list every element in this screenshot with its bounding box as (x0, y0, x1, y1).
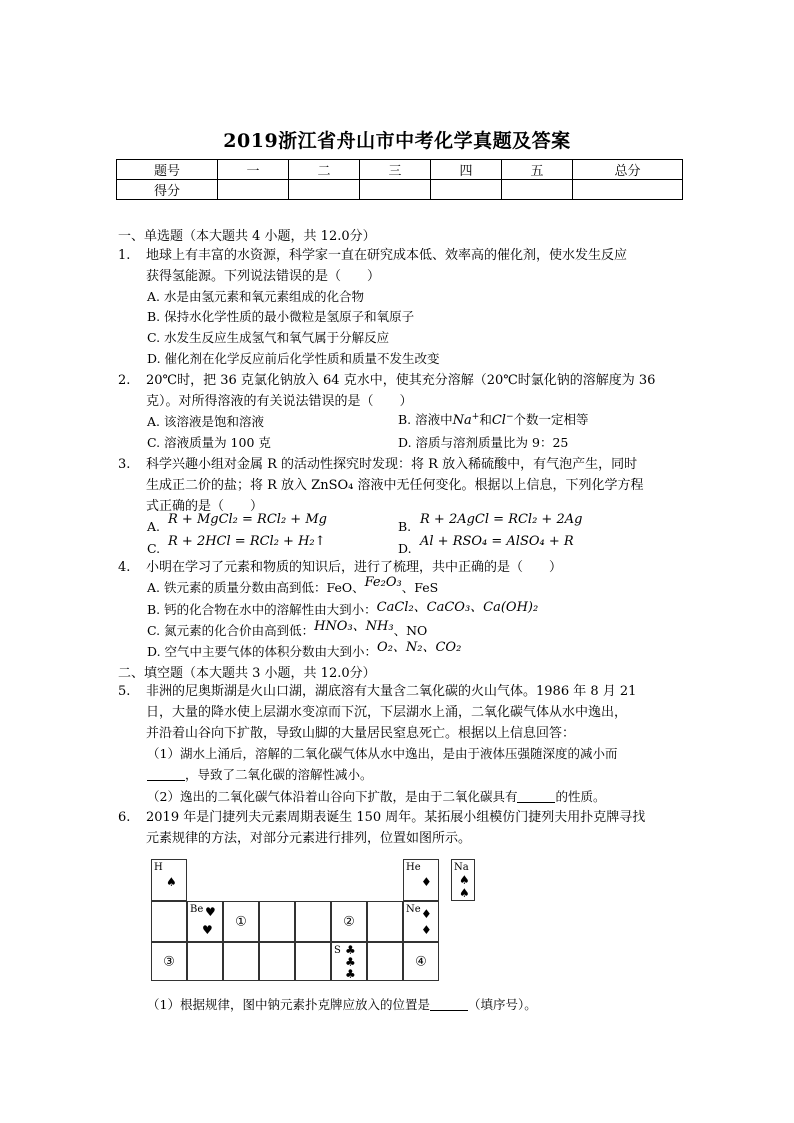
score-header-cell: 三 (360, 160, 431, 180)
option-b-label: B. (398, 519, 412, 534)
question-number: 6. (118, 810, 131, 825)
option-text: B. 钙的化合物在水中的溶解性由大到小： (147, 602, 377, 617)
score-header-cell: 总分 (573, 160, 683, 180)
position-marker: ③ (163, 954, 175, 969)
question-stem: 小明在学习了元素和物质的知识后，进行了梳理，共中正确的是（ ） (146, 560, 563, 575)
score-cell (360, 180, 431, 200)
element-symbol: Be (190, 904, 204, 915)
grid-cell (367, 901, 403, 942)
diamond-icon: ♦ (421, 923, 432, 937)
score-cell (289, 180, 360, 200)
option-c (147, 620, 427, 639)
score-table (116, 159, 683, 200)
grid-cell (295, 942, 331, 981)
sub-question-text: （填序号）。 (467, 997, 537, 1012)
question-stem: 科学兴趣小组对金属 R 的活动性探究时发现：将 R 放入稀硫酸中，有气泡产生，同时 (146, 457, 638, 472)
sub-question: （1）湖水上涌后，溶解的二氧化碳气体从水中逸出，是由于液体压强随深度的减小而 (147, 746, 618, 761)
grid-cell-position-2 (331, 901, 367, 942)
option-text: 、NO (393, 623, 428, 638)
score-header-cell: 二 (289, 160, 360, 180)
option-b (398, 410, 589, 428)
card-na (451, 859, 475, 901)
sub-question (147, 995, 537, 1013)
formula: Fe₂O₃ (364, 575, 402, 590)
sub-question-text: （1）根据规律，图中钠元素扑克牌应放入的位置是 (147, 997, 430, 1012)
option-text: 个数一定相等 (513, 412, 589, 427)
question-stem: 元素规律的方法，对部分元素进行排列，位置如图所示。 (146, 831, 472, 846)
question-5 (118, 681, 678, 744)
heart-icon: ♥ (202, 923, 213, 937)
charge-sign: − (505, 412, 514, 422)
option-b: B. 保持水化学性质的最小微粒是氢原子和氧原子 (147, 309, 415, 324)
element-symbol: He (406, 862, 421, 873)
grid-cell (367, 942, 403, 981)
option-text: A. 铁元素的质量分数由高到低：FeO、 (147, 580, 365, 595)
sub-question (147, 787, 605, 805)
heart-icon: ♥ (205, 905, 216, 919)
option-d (147, 641, 461, 660)
question-1 (118, 245, 678, 287)
club-icon: ♣ (345, 943, 356, 957)
question-stem: 日，大量的降水使上层湖水变凉而下沉，下层湖水上涌，二氧化碳气体从水中逸出， (146, 705, 628, 720)
option-c-equation: R + 2HCl = RCl₂ + H₂↑ (168, 534, 326, 549)
score-cell (431, 180, 502, 200)
formula: O₂、N₂、CO₂ (377, 640, 462, 655)
option-a: A. 水是由氢元素和氧元素组成的化合物 (147, 289, 364, 304)
score-cell (502, 180, 573, 200)
spade-icon: ♠ (166, 875, 177, 889)
sub-question (147, 765, 373, 783)
sodium-ion: Na (452, 413, 472, 428)
grid-cell-position-1 (223, 901, 259, 942)
score-header-cell: 题号 (117, 160, 218, 180)
score-header-cell: 五 (502, 160, 573, 180)
score-header-cell: 一 (218, 160, 289, 180)
formula: CaCl₂、CaCO₃、Ca(OH)₂ (376, 600, 539, 615)
grid-cell (223, 942, 259, 981)
option-d-equation: Al + RSO₄ = AlSO₄ + R (420, 534, 574, 549)
question-number: 5. (118, 684, 131, 699)
card-ne (403, 901, 439, 942)
grid-cell (295, 901, 331, 942)
question-number: 2. (118, 373, 131, 388)
question-stem: 获得氢能源。下列说法错误的是（ ） (146, 269, 381, 284)
option-c: C. 水发生反应生成氢气和氧气属于分解反应 (147, 330, 390, 345)
score-row-label: 得分 (117, 180, 218, 200)
answer-blank[interactable] (430, 998, 468, 1011)
option-c: C. 溶液质量为 100 克 (147, 435, 271, 450)
question-number: 1. (118, 248, 131, 263)
diamond-icon: ♦ (421, 907, 432, 921)
question-stem: 式正确的是（ ） (146, 499, 264, 514)
position-marker: ② (343, 914, 355, 929)
element-symbol: Ne (406, 904, 421, 915)
option-a-label: A. (147, 519, 161, 534)
question-stem: 并沿着山谷向下扩散，导致山脚的大量居民窒息死亡。根据以上信息回答： (146, 726, 576, 741)
club-icon: ♣ (345, 955, 356, 969)
question-stem: 生成正二价的盐；将 R 放入 ZnSO₄ 溶液中无任何变化。根据以上信息，下列化学方程 (146, 478, 644, 493)
card-s (331, 942, 367, 981)
charge-sign: + (471, 412, 480, 422)
card-he (403, 859, 439, 901)
answer-blank[interactable] (517, 790, 555, 803)
question-stem: 20℃时，把 36 克氯化钠放入 64 克水中，使其充分溶解（20℃时氯化钠的溶解度为 36 (146, 373, 656, 388)
question-stem: 克）。对所得溶液的有关说法错误的是（ ） (146, 394, 413, 409)
score-table-row (117, 180, 683, 200)
element-symbol: S (334, 945, 341, 956)
score-cell (573, 180, 683, 200)
sub-question-text: ，导致了二氧化碳的溶解性减小。 (185, 767, 373, 782)
option-text: 和 (479, 412, 492, 427)
formula: HNO₃、NH₃ (314, 619, 394, 634)
option-a (147, 575, 439, 596)
option-d: D. 催化剂在化学反应前后化学性质和质量不发生改变 (147, 351, 440, 366)
question-3 (118, 454, 678, 517)
option-text: B. 溶液中 (398, 412, 453, 427)
spade-icon: ♠ (459, 873, 470, 887)
option-b (147, 599, 538, 618)
question-stem: 2019 年是门捷列夫元素周期表诞生 150 周年。某拓展小组模仿门捷列夫用扑克牌寻找 (146, 810, 646, 825)
section-heading: 一、单选题（本大题共 4 小题，共 12.0分） (118, 229, 376, 244)
score-cell (218, 180, 289, 200)
chloride-ion: Cl (491, 413, 506, 428)
grid-cell (259, 942, 295, 981)
page-title: 2019浙江省舟山市中考化学真题及答案 (223, 130, 571, 152)
option-text: 、FeS (401, 580, 439, 595)
option-b-equation: R + 2AgCl = RCl₂ + 2Ag (420, 512, 583, 527)
grid-cell (187, 942, 223, 981)
sub-question-text: 的性质。 (555, 789, 606, 804)
diamond-icon: ♦ (421, 875, 432, 889)
answer-blank[interactable] (147, 768, 185, 781)
question-6 (118, 807, 678, 849)
score-table-header-row (117, 160, 683, 180)
club-icon: ♣ (345, 967, 356, 981)
option-text: D. 空气中主要气体的体积分数由大到小： (147, 644, 378, 659)
section-heading: 二、填空题（本大题共 3 小题，共 12.0分） (118, 666, 376, 681)
option-text: C. 氮元素的化合价由高到低： (147, 623, 315, 638)
option-a-equation: R + MgCl₂ = RCl₂ + Mg (168, 512, 327, 527)
question-stem: 地球上有丰富的水资源，科学家一直在研究成本低、效率高的催化剂，使水发生反应 (146, 248, 628, 263)
question-stem: 非洲的尼奥斯湖是火山口湖，湖底溶有大量含二氧化碳的火山气体。1986 年 8 月 21 (146, 684, 637, 699)
sub-question-text: （2）逸出的二氧化碳气体沿着山谷向下扩散，是由于二氧化碳具有 (147, 789, 518, 804)
option-d-label: D. (398, 541, 412, 556)
position-marker: ① (235, 914, 247, 929)
grid-cell-position-3 (151, 942, 187, 981)
grid-cell-position-4 (403, 942, 439, 981)
option-d: D. 溶质与溶剂质量比为 9：25 (398, 435, 569, 450)
element-symbol: Na (454, 862, 469, 873)
spade-icon: ♠ (459, 886, 470, 900)
question-number: 3. (118, 457, 131, 472)
question-number: 4. (118, 560, 131, 575)
question-2 (118, 370, 678, 412)
option-c-label: C. (147, 541, 161, 556)
grid-cell (151, 901, 187, 942)
position-marker: ④ (415, 954, 427, 969)
score-header-cell: 四 (431, 160, 502, 180)
card-be (187, 901, 223, 942)
grid-cell (259, 901, 295, 942)
card-h (151, 859, 187, 901)
option-a: A. 该溶液是饱和溶液 (147, 414, 264, 429)
element-symbol: H (154, 862, 163, 873)
